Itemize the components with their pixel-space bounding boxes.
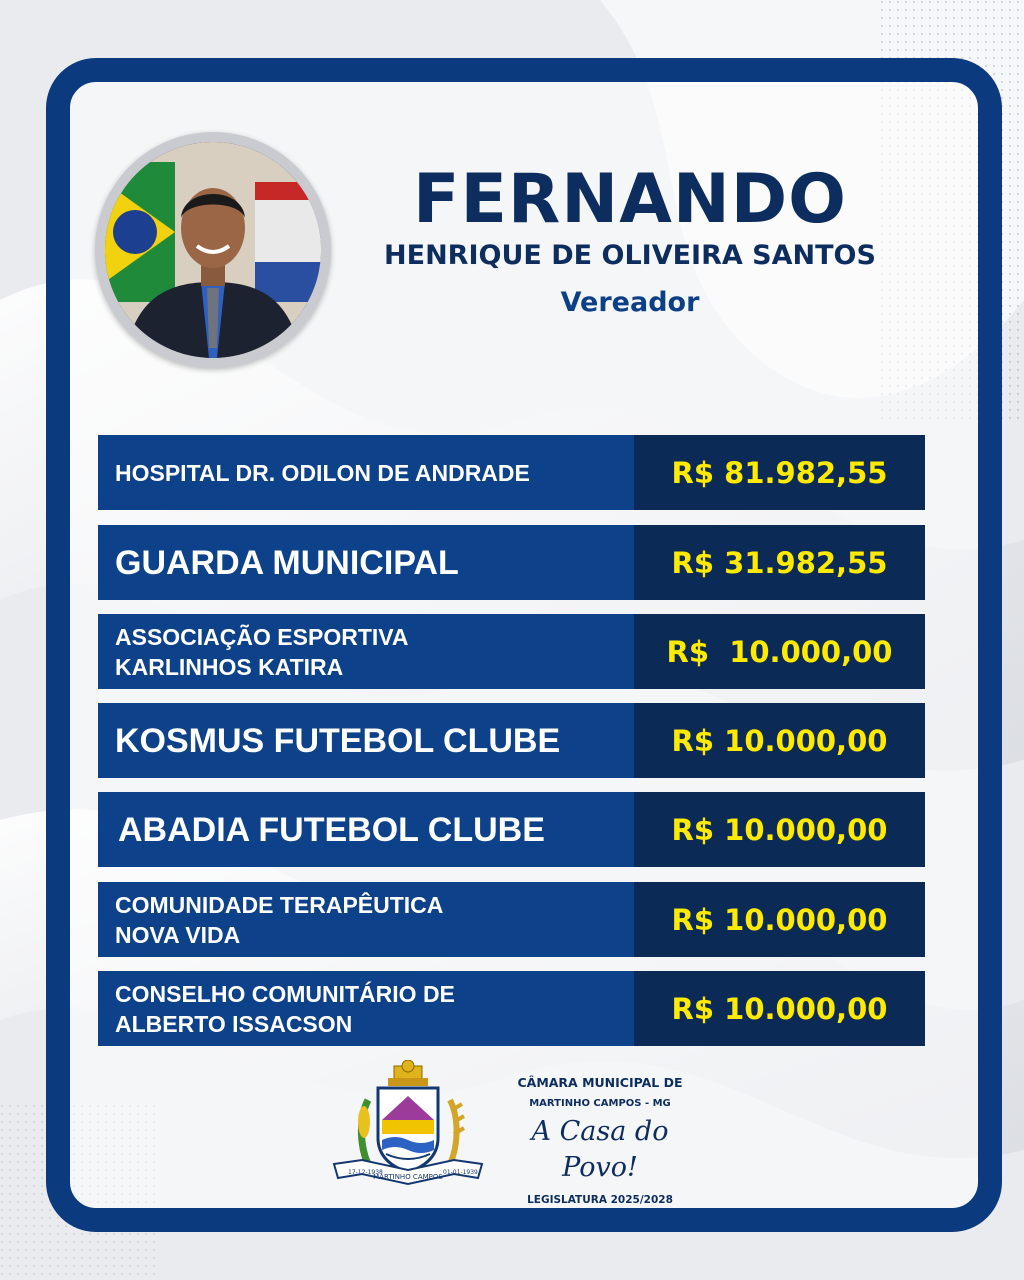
name-first: FERNANDO: [413, 160, 847, 239]
crest-city: MARTINHO CAMPOS: [373, 1173, 443, 1181]
table-row: [98, 435, 925, 510]
row-amount: R$ 31.982,55: [634, 525, 925, 600]
footer-slogan: A Casa do Povo!: [531, 1116, 669, 1183]
crest-date-right: 01-01-1939: [443, 1169, 478, 1176]
row-label: ASSOCIAÇÃO ESPORTIVA KARLINHOS KATIRA: [98, 614, 634, 689]
row-amount: R$ 10.000,00: [634, 614, 925, 689]
row-amount: R$ 10.000,00: [634, 703, 925, 778]
footer-legislature: LEGISLATURA 2025/2028: [527, 1194, 673, 1206]
footer-line-1: CÂMARA MUNICIPAL DE: [517, 1075, 683, 1090]
role-title: Vereador: [560, 287, 700, 318]
row-label: HOSPITAL DR. ODILON DE ANDRADE: [98, 435, 634, 510]
row-amount: R$ 10.000,00: [634, 882, 925, 957]
row-amount: R$ 10.000,00: [634, 971, 925, 1046]
row-label: GUARDA MUNICIPAL: [98, 525, 634, 600]
table-row: [98, 703, 925, 778]
table-row: [98, 882, 925, 957]
row-label: COMUNIDADE TERAPÊUTICA NOVA VIDA: [98, 882, 634, 957]
table-row: [98, 525, 925, 600]
row-label: KOSMUS FUTEBOL CLUBE: [98, 703, 634, 778]
crest-date-left: 17-12-1938: [348, 1169, 383, 1176]
row-amount: R$ 10.000,00: [634, 792, 925, 867]
table-row: [98, 614, 925, 689]
footer-line-2: MARTINHO CAMPOS - MG: [529, 1098, 671, 1109]
table-row: [98, 792, 925, 867]
name-rest: HENRIQUE DE OLIVEIRA SANTOS: [384, 240, 876, 271]
row-label: CONSELHO COMUNITÁRIO DE ALBERTO ISSACSON: [98, 971, 634, 1046]
footer-institution: [500, 1074, 700, 1208]
municipal-crest-icon: [332, 1060, 484, 1188]
row-amount: R$ 81.982,55: [634, 435, 925, 510]
table-row: [98, 971, 925, 1046]
portrait-image: [105, 142, 321, 358]
avatar: [95, 132, 331, 368]
row-label: ABADIA FUTEBOL CLUBE: [98, 792, 634, 867]
